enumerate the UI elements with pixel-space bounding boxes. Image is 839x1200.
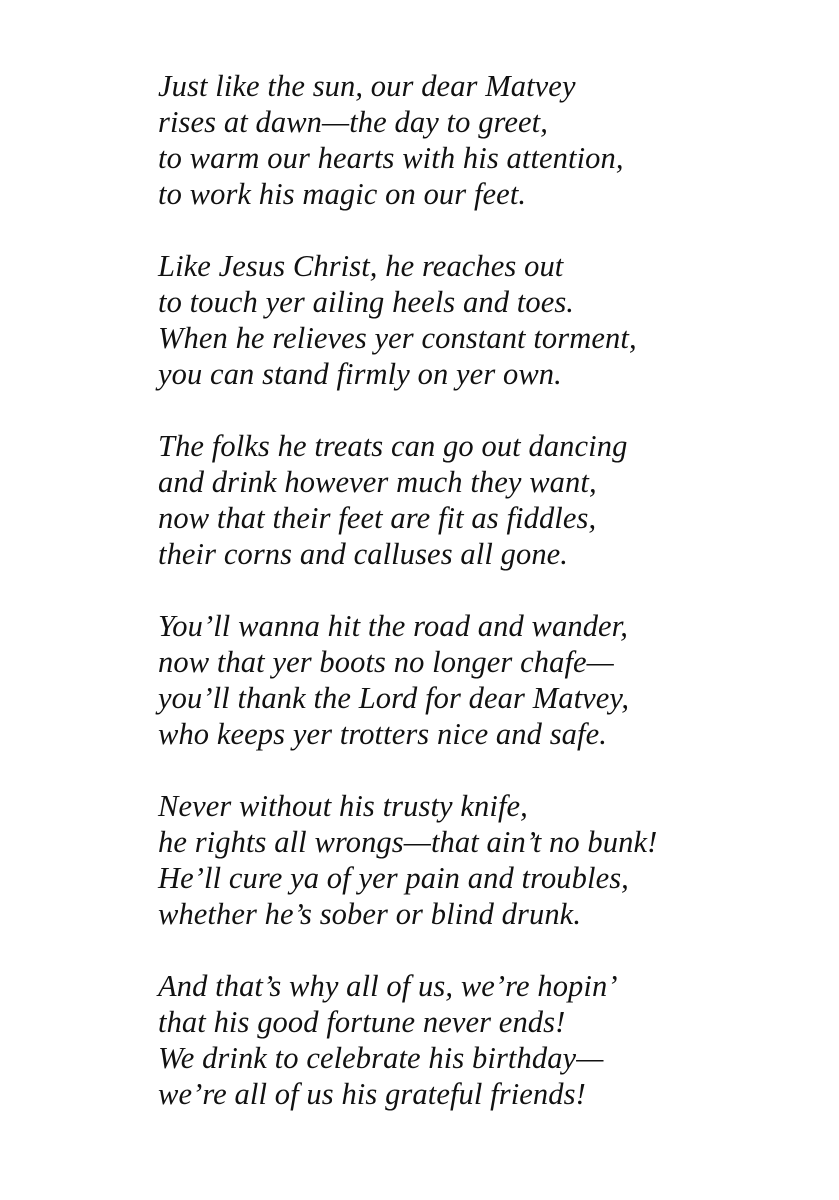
- stanza-3: [158, 428, 798, 572]
- poem-line: Just like the sun, our dear Matvey: [158, 69, 576, 103]
- poem-line: Like Jesus Christ, he reaches out: [158, 249, 564, 283]
- poem-line: to warm our hearts with his attention,: [158, 141, 624, 175]
- poem-line: rises at dawn—the day to greet,: [158, 105, 548, 139]
- poem-line: And that’s why all of us, we’re hopin’: [158, 969, 618, 1003]
- poem: [158, 68, 798, 1148]
- poem-line: who keeps yer trotters nice and safe.: [158, 717, 607, 751]
- poem-line: The folks he treats can go out dancing: [158, 429, 628, 463]
- poem-line: Never without his trusty knife,: [158, 789, 528, 823]
- poem-line: He’ll cure ya of yer pain and troubles,: [158, 861, 629, 895]
- poem-line: We drink to celebrate his birthday—: [158, 1041, 604, 1075]
- poem-line: whether he’s sober or blind drunk.: [158, 897, 582, 931]
- poem-line: to work his magic on our feet.: [158, 177, 527, 211]
- stanza-4: [158, 608, 798, 752]
- stanza-2: [158, 248, 798, 392]
- poem-line: you’ll thank the Lord for dear Matvey,: [158, 681, 630, 715]
- poem-line: now that yer boots no longer chafe—: [158, 645, 614, 679]
- stanza-6: [158, 968, 798, 1112]
- poem-line: When he relieves yer constant torment,: [158, 321, 637, 355]
- poem-line: You’ll wanna hit the road and wander,: [158, 609, 629, 643]
- poem-line: to touch yer ailing heels and toes.: [158, 285, 575, 319]
- poem-line: he rights all wrongs—that ain’t no bunk!: [158, 825, 658, 859]
- poem-line: we’re all of us his grateful friends!: [158, 1077, 586, 1111]
- poem-line: their corns and calluses all gone.: [158, 537, 569, 571]
- stanza-1: [158, 68, 798, 212]
- poem-line: now that their feet are fit as fiddles,: [158, 501, 597, 535]
- poem-line: that his good fortune never ends!: [158, 1005, 566, 1039]
- stanza-5: [158, 788, 798, 932]
- poem-line: you can stand firmly on yer own.: [158, 357, 562, 391]
- poem-line: and drink however much they want,: [158, 465, 597, 499]
